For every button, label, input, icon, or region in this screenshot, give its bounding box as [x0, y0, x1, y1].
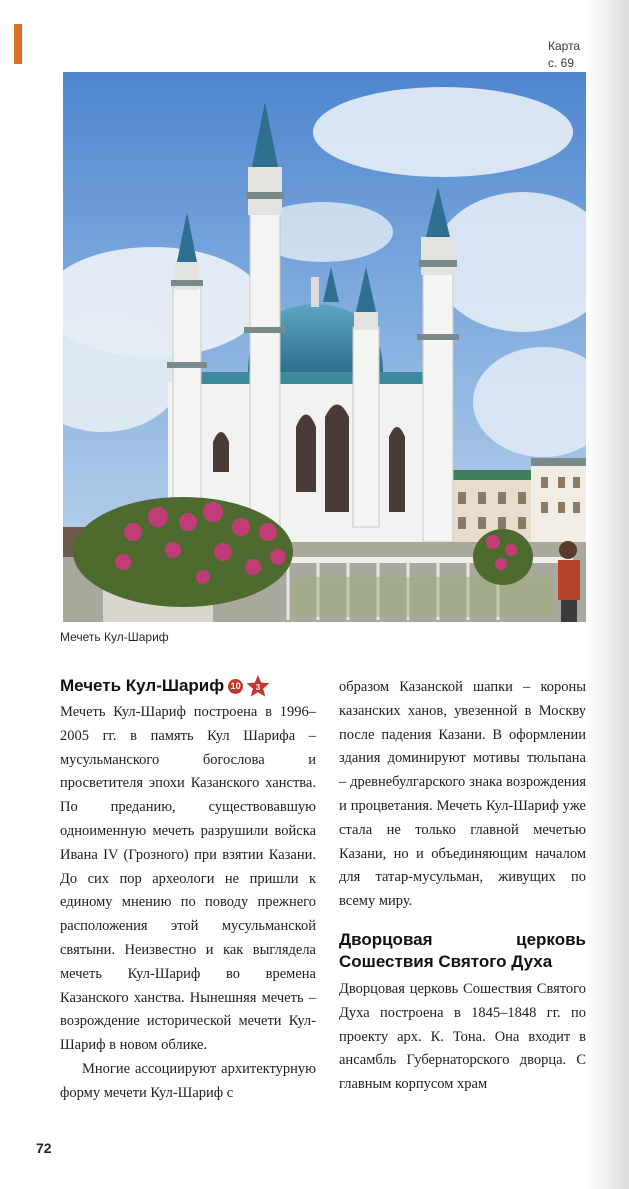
body-paragraph: Многие ассоциируют архитектурную форму мечети Кул-Шариф с	[60, 1060, 316, 1101]
star-rating-icon	[245, 674, 271, 698]
right-column	[339, 676, 586, 1097]
section-title: Мечеть Кул-Шариф	[60, 676, 225, 695]
section-heading-palace-church: Дворцовая церковь Сошествия Святого Духа	[339, 929, 586, 971]
map-reference	[548, 38, 604, 72]
body-paragraph: Мечеть Кул-Шариф построена в 1996–2005 гг. в память Кул Шарифа – мусульманского богослова и просветителя эпохи Казанского ханства. По преданию, существовавшую одноименную мечеть разрушили войска Ивана IV (Грозного) при взятии Казани. До сих пор археологи не пришли к единому мнению по поводу прежнего расположения этой мусульманской святыни. Неизвестно и как выглядела мечеть Кул-Шариф во времена Казанского ханства. Нынешняя мечеть – возрождение исторической мечети Кул-Шариф в новом облике.	[60, 704, 316, 1054]
photo-caption: Мечеть Кул-Шариф	[60, 630, 169, 644]
body-paragraph-continued: образом Казанской шапки – короны казанских ханов, увезенной в Москву после падения Казани. В оформлении здания доминируют мотивы тюльпана – древнебулгарского знака возрождения и процветания. Мечеть Кул-Шариф уже стала не только главной мечетью Казани, но и объединяющим началом для татар-мусульман, живущих по всему миру.	[339, 679, 586, 910]
section-heading-kul-sharif	[60, 674, 316, 698]
page-number: 72	[36, 1140, 52, 1156]
left-column	[60, 674, 316, 1106]
mosque-illustration	[63, 72, 586, 622]
body-paragraph: Дворцовая церковь Сошествия Святого Духа построена в 1845–1848 гг. по проекту арх. К. Тона. Она входит в ансамбль Губернаторского дворца. С главным корпусом храм	[339, 980, 586, 1093]
star-rating-value: 3	[255, 683, 261, 692]
map-number-badge: 10	[228, 679, 243, 694]
mosque-photo	[63, 72, 586, 622]
map-reference-page: с. 69	[548, 56, 575, 70]
section-color-tab	[14, 24, 22, 64]
map-reference-label: Карта	[548, 39, 581, 53]
